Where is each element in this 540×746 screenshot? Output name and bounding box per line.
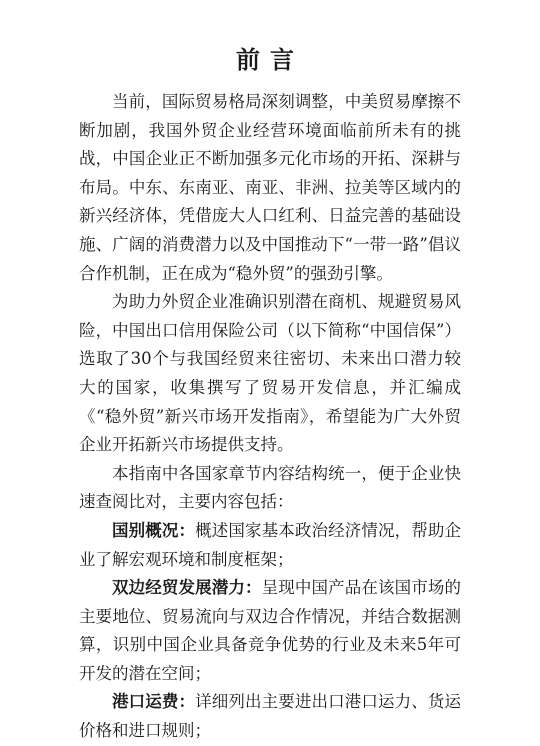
list-item-text: 概述国家基本政治经济情况，帮助企业了解宏观环境和制度框架； xyxy=(79,520,461,569)
document-body xyxy=(79,88,461,746)
list-item-label: 国别概况： xyxy=(112,520,196,540)
list-item-port-freight xyxy=(79,688,461,745)
list-item-country-overview xyxy=(79,517,461,574)
list-item-text: 呈现中国产品在该国市场的主要地位、贸易流向与双边合作情况，并结合数据测算，识别中国企业具备竞争优势的行业及未来5年可开发的潜在空间； xyxy=(79,578,461,683)
list-item-text: 详细列出主要进出口港口运力、货运价格和进口规则； xyxy=(79,692,461,741)
paragraph-purpose: 为助力外贸企业准确识别潜在商机、规避贸易风险，中国出口信用保险公司（以下简称“中国信保”）选取了30个与我国经贸来往密切、未来出口潜力较大的国家，收集撰写了贸易开发信息，并汇编成《“稳外贸”新兴市场开发指南》，希望能为广大外贸企业开拓新兴市场提供支持。 xyxy=(79,292,461,455)
paragraph-structure: 本指南中各国家章节内容结构统一，便于企业快速查阅比对，主要内容包括： xyxy=(79,463,461,512)
list-item-bilateral-potential xyxy=(79,574,461,688)
list-item-label: 港口运费： xyxy=(112,692,196,712)
list-item-label: 双边经贸发展潜力： xyxy=(112,578,262,598)
page-title: 前言 xyxy=(236,46,304,74)
paragraph-intro: 当前，国际贸易格局深刻调整，中美贸易摩擦不断加剧，我国外贸企业经营环境面临前所未有的挑战，中国企业正不断加强多元化市场的开拓、深耕与布局。中东、东南亚、南亚、非洲、拉美等区域内的新兴经济体，凭借庞大人口红利、日益完善的基础设施、广阔的消费潜力以及中国推动下“一带一路”倡议合作机制，正在成为“稳外贸”的强劲引擎。 xyxy=(79,92,461,283)
